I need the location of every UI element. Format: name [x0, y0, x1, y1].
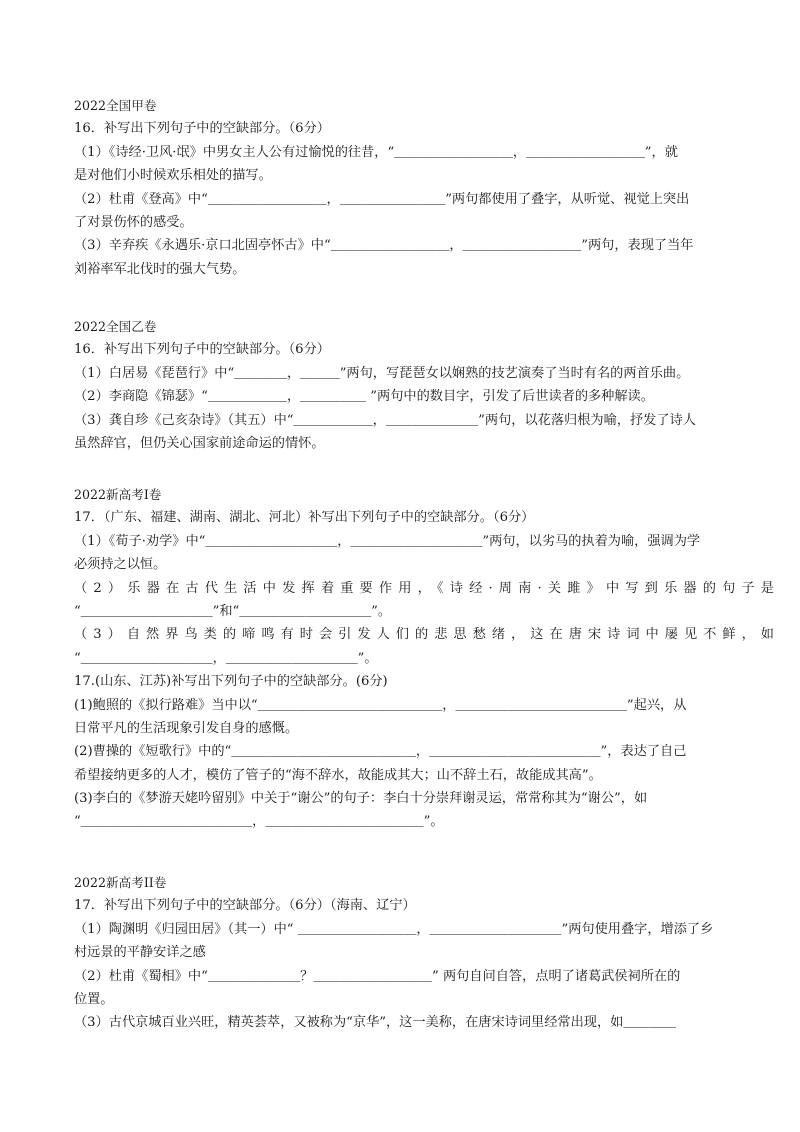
question-item-line: 了对景伤怀的感受。	[74, 214, 193, 230]
question-item-line: （2）杜甫《蜀相》中“＿＿＿＿＿＿＿？＿＿＿＿＿＿＿＿＿” 两句自问自答，点明了诸葛武侯祠所在的	[74, 968, 681, 984]
question-item-line: （1）陶渊明《归园田居》（其一）中“ ＿＿＿＿＿＿＿＿＿，＿＿＿＿＿＿＿＿＿＿”两句使用叠字，增添了乡	[74, 921, 714, 937]
question-item-line: （1）白居易《琵琶行》中“＿＿＿＿，＿＿＿”两句，写琵琶女以娴熟的技艺演奏了当时有名的两首乐曲。	[74, 365, 690, 381]
question-item-line: 日常平凡的生活现象引发自身的感慨。	[74, 720, 299, 736]
section-2022-new-gaokao-2	[74, 871, 774, 1035]
question-item-line: “＿＿＿＿＿＿＿＿＿＿，＿＿＿＿＿＿＿＿＿＿”。	[74, 650, 378, 666]
section-heading: 2022全国乙卷	[74, 319, 157, 334]
question-item-line: （3）古代京城百业兴旺，精英荟萃，又被称为“京华”，这一美称，在唐宋诗词里经常出现，如＿＿＿＿	[74, 1015, 677, 1031]
question-item-line: 虽然辞官，但仍关心国家前途命运的情怀。	[74, 435, 325, 451]
question-item-line: （2）李商隐《锦瑟》“＿＿＿＿＿＿，＿＿＿＿＿ ”两句中的数目字，引发了后世读者的多种解读。	[74, 389, 654, 405]
question-item-line: (3)李白的《梦游天姥吟留别》中关于“谢公”的句子：李白十分崇拜谢灵运，常常称其为“谢公”，如	[74, 791, 648, 807]
question-item-line: （3）龚自珍《己亥杂诗》（其五）中“＿＿＿＿＿＿，＿＿＿＿＿＿＿”两句，以花落归根为喻，抒发了诗人	[74, 412, 696, 428]
question-item-line: （1）《诗经·卫风·氓》中男女主人公有过愉悦的往昔，“＿＿＿＿＿＿＿＿＿，＿＿＿＿＿＿＿＿＿”，就	[74, 144, 678, 160]
question-item-line: （3）辛弃疾《永遇乐·京口北固亭怀古》中“＿＿＿＿＿＿＿＿＿，＿＿＿＿＿＿＿＿＿”两句，表现了当年	[74, 238, 694, 254]
question-title: 16．补写出下列句子中的空缺部分。（6分）	[74, 121, 330, 137]
question-item-line: （3）自然界鸟类的啼鸣有时会引发人们的悲思愁绪，这在唐宋诗词中屡见不鲜，如	[74, 627, 774, 643]
question-item-line: (1)鲍照的《拟行路难》当中以“＿＿＿＿＿＿＿＿＿＿＿＿＿＿，＿＿＿＿＿＿＿＿＿＿＿＿＿”起兴，从	[74, 697, 687, 713]
question-title: 17．（广东、福建、湖南、湖北、河北）补写出下列句子中的空缺部分。（6分）	[74, 510, 535, 526]
question-item-line: 位置。	[74, 991, 114, 1007]
question-item-line: 是对他们小时候欢乐相处的描写。	[74, 168, 272, 184]
section-heading: 2022新高考Ⅰ卷	[74, 487, 162, 502]
question-item-line: (2)曹操的《短歌行》中的“＿＿＿＿＿＿＿＿＿＿＿＿＿＿，＿＿＿＿＿＿＿＿＿＿＿＿＿”，表达了自己	[74, 744, 687, 760]
question-item-line: “＿＿＿＿＿＿＿＿＿＿”和“＿＿＿＿＿＿＿＿＿＿”。	[74, 603, 392, 619]
question-item-line: （1）《荀子·劝学》中“＿＿＿＿＿＿＿＿＿＿，＿＿＿＿＿＿＿＿＿＿”两句，以劣马的执着为喻，强调为学	[74, 533, 701, 549]
question-item-line: 必须持之以恒。	[74, 557, 167, 573]
question-title: 17.(山东、江苏)补写出下列句子中的空缺部分。(6分)	[74, 674, 388, 690]
section-heading: 2022新高考II卷	[74, 875, 167, 890]
question-title: 16．补写出下列句子中的空缺部分。（6分）	[74, 342, 330, 358]
question-title: 17．补写出下列句子中的空缺部分。（6分）（海南、辽宁）	[74, 898, 416, 914]
question-item-line: 村远景的平静安详之感	[74, 945, 206, 961]
section-2022-national-a	[74, 94, 774, 281]
question-item-line: 刘裕率军北伐时的强大气势。	[74, 261, 246, 277]
question-item-line: “＿＿＿＿＿＿＿＿＿＿＿＿＿，＿＿＿＿＿＿＿＿＿＿＿＿”。	[74, 814, 444, 830]
section-2022-national-b	[74, 315, 774, 455]
section-2022-new-gaokao-1	[74, 483, 774, 834]
section-heading: 2022全国甲卷	[74, 98, 157, 113]
question-item-line: （2）杜甫《登高》中“＿＿＿＿＿＿＿＿＿，＿＿＿＿＿＿＿＿”两句都使用了叠字，从听觉、视觉上突出	[74, 191, 690, 207]
question-item-line: （2）乐器在古代生活中发挥着重要作用，《诗经·周南·关雎》中写到乐器的句子是	[74, 580, 774, 596]
question-item-line: 希望接纳更多的人才，模仿了管子的“海不辞水，故能成其大；山不辞土石，故能成其高”。	[74, 767, 602, 783]
